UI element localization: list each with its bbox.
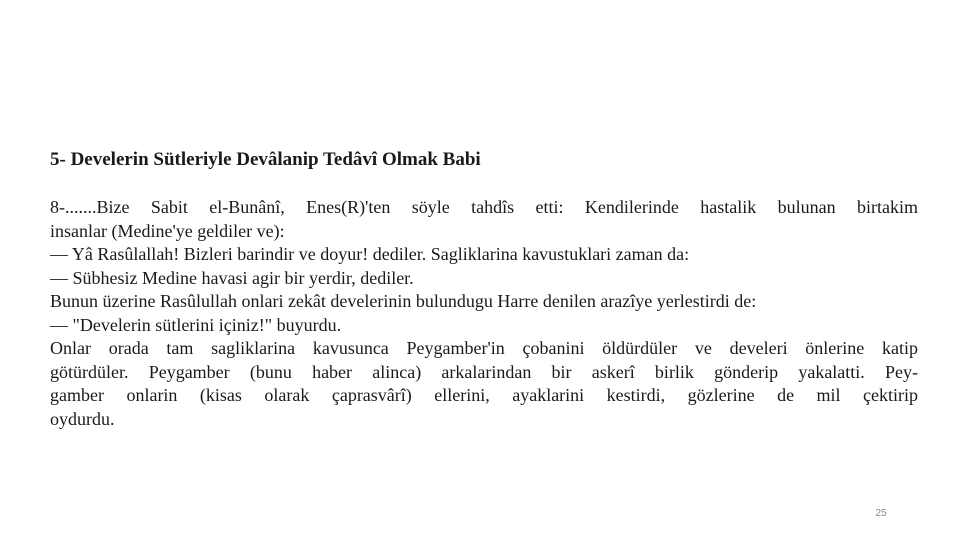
scanned-text-block: [50, 148, 918, 431]
text-line: 8-.......Bize Sabit el-Bunânî, Enes(R)'ten söyle tahdîs etti: Kendilerinde hastalik bulunan birtakim: [50, 197, 918, 217]
text-line: — "Develerin sütlerini içiniz!" buyurdu.: [50, 314, 342, 335]
hadith-text: [50, 196, 918, 431]
text-line: Bunun üzerine Rasûlullah onlari zekât develerinin bulundugu Harre denilen arazîye yerlestirdi de:: [50, 291, 757, 311]
text-line: — Yâ Rasûlallah! Bizleri barindir ve doyur! dediler. Sagliklarina kavustuklari zaman da:: [50, 244, 690, 264]
text-line: gamber onlarin (kisas olarak çaprasvârî) ellerini, ayaklarini kestirdi, gözlerine de mil çektirip: [50, 385, 918, 405]
slide-number: 25: [875, 508, 887, 519]
section-heading: 5- Develerin Sütleriyle Devâlanip Tedâvî Olmak Babi: [50, 149, 481, 170]
text-line: insanlar (Medine'ye geldiler ve):: [50, 220, 285, 241]
text-line: götürdüler. Peygamber (bunu haber alinca) arkalarindan bir askerî birlik gönderip yakalatti. Pey-: [50, 361, 918, 382]
text-line: oydurdu.: [50, 408, 115, 429]
text-line: Onlar orada tam sagliklarina kavusunca Peygamber'in çobanini öldürdüler ve develeri önlerine katip: [50, 338, 918, 358]
text-line: — Sübhesiz Medine havasi agir bir yerdir, dediler.: [50, 267, 414, 288]
